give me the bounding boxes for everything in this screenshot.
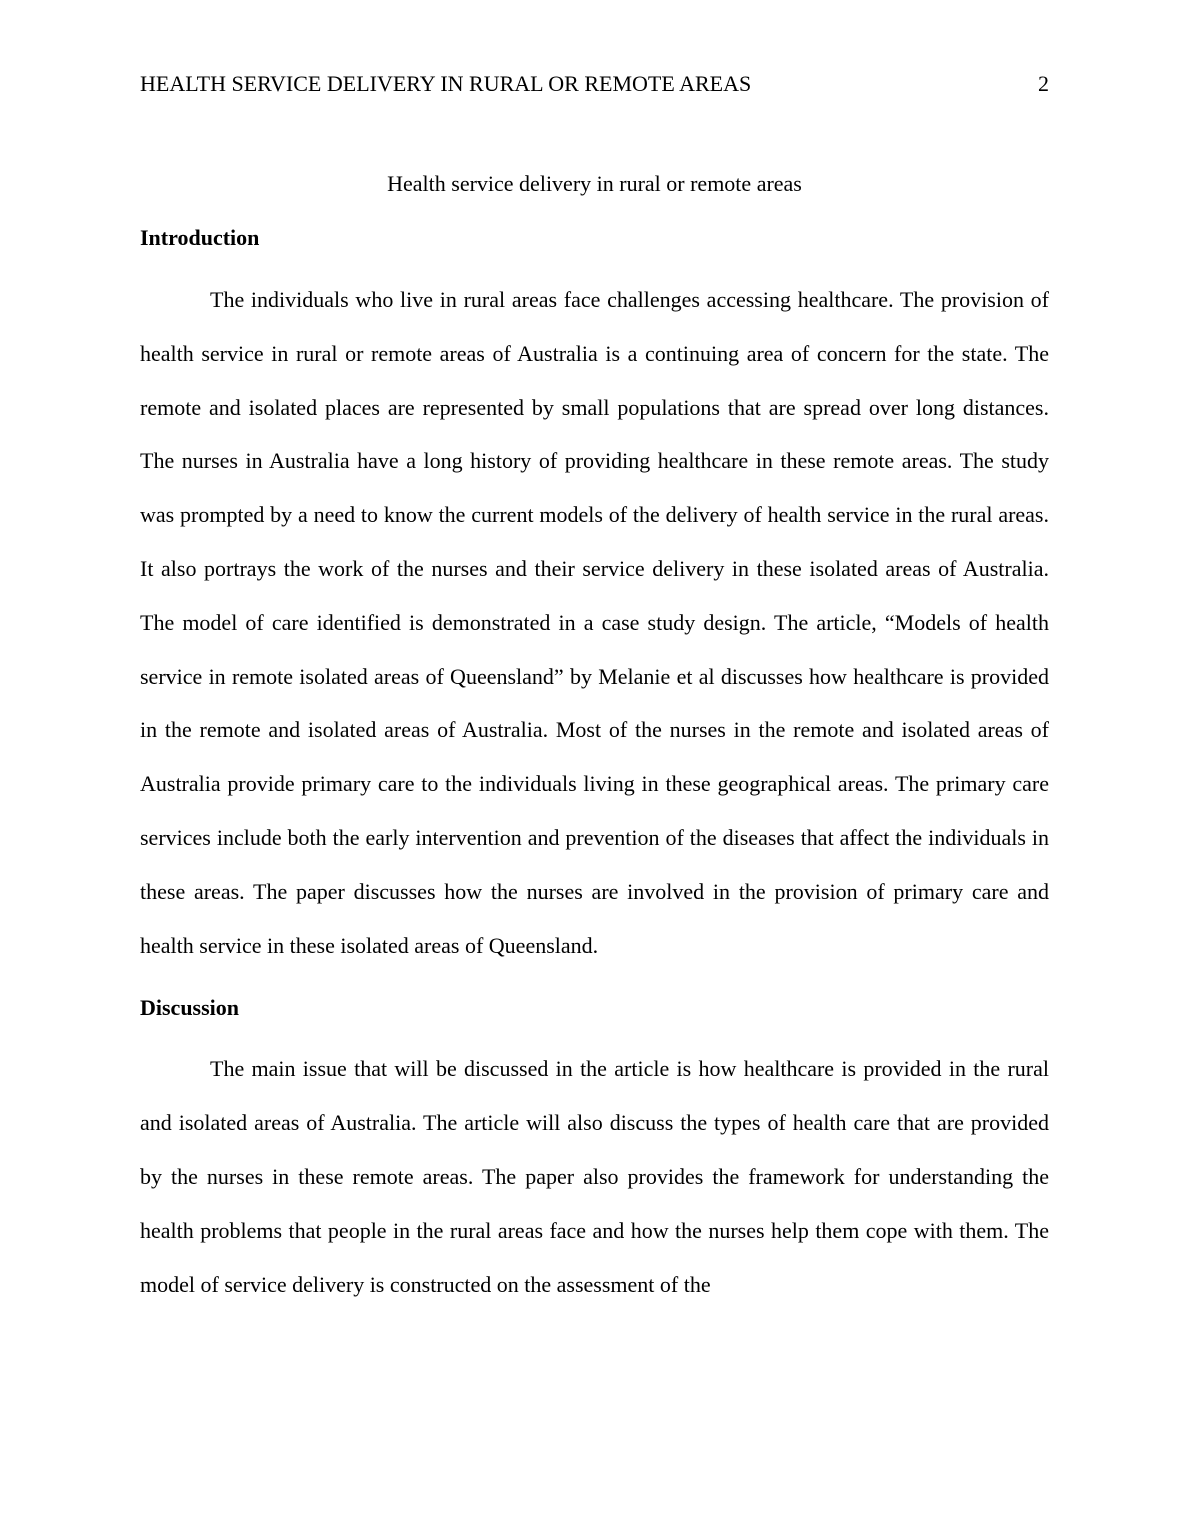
discussion-paragraph: The main issue that will be discussed in the article is how healthcare is provided in the rural and isolated areas of Australia. The article will also discuss the types of health care that are provided by the nurses in these remote areas. The paper also provides the framework for understanding the health problems that people in the rural areas face and how the nurses help them cope with them. The model of service delivery is constructed on the assessment of the [140, 1056, 1049, 1297]
page-number: 2 [1038, 71, 1049, 96]
document-title: Health service delivery in rural or remote areas [387, 171, 802, 196]
section-heading-discussion: Discussion [140, 995, 240, 1021]
running-head: HEALTH SERVICE DELIVERY IN RURAL OR REMOTE AREAS [140, 71, 752, 96]
page-header [140, 70, 1049, 98]
introduction-paragraph: The individuals who live in rural areas face challenges accessing healthcare. The provision of health service in rural or remote areas of Australia is a continuing area of concern for the state. The remote and isolated places are represented by small populations that are spread over long distances. The nurses in Australia have a long history of providing healthcare in these remote areas. The study was prompted by a need to know the current models of the delivery of health service in the rural areas. It also portrays the work of the nurses and their service delivery in these isolated areas of Australia. The model of care identified is demonstrated in a case study design. The article, “Models of health service in remote isolated areas of Queensland” by Melanie et al discusses how healthcare is provided in the remote and isolated areas of Australia. Most of the nurses in the remote and isolated areas of Australia provide primary care to the individuals living in these geographical areas. The primary care services include both the early intervention and prevention of the diseases that affect the individuals in these areas. The paper discusses how the nurses are involved in the provision of primary care and health service in these isolated areas of Queensland. [140, 287, 1049, 958]
section-heading-introduction: Introduction [140, 225, 260, 250]
document-body [140, 166, 1049, 1329]
